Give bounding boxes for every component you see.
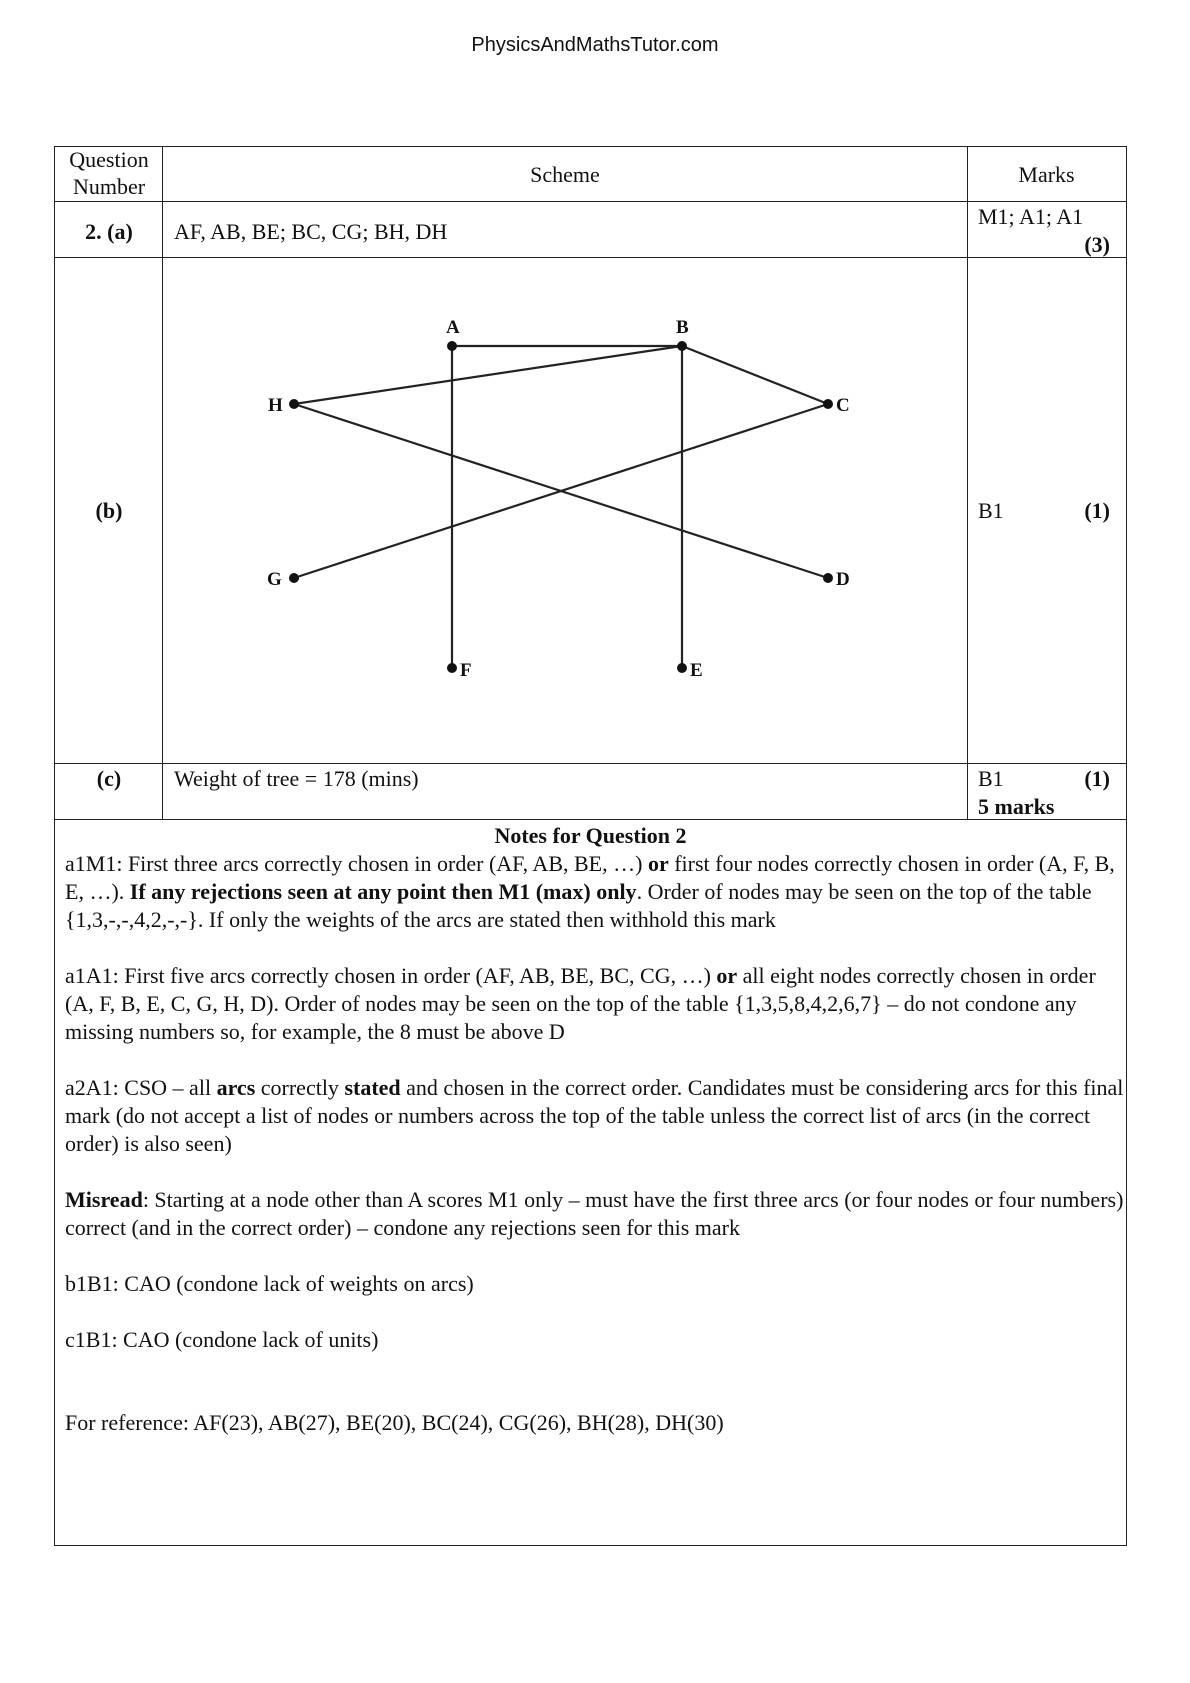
note-reference: For reference: AF(23), AB(27), BE(20), BC(24), CG(26), BH(28), DH(30)	[65, 1410, 724, 1435]
header-scheme: Scheme	[530, 162, 600, 187]
question-total-marks: 5 marks	[978, 794, 1055, 819]
node-c	[823, 399, 833, 409]
part-c-label: (c)	[96, 766, 122, 791]
header-question: Question Number	[69, 147, 149, 199]
edge-BC	[682, 346, 828, 404]
note-c1b1: c1B1: CAO (condone lack of units)	[65, 1327, 379, 1352]
node-h	[289, 399, 299, 409]
note-misread: Misread: Starting at a node other than A scores M1 only – must have the first three arcs (or four nodes or four numbers) correct (and in the correct order) – condone any rejections seen for this mark	[65, 1187, 1124, 1240]
node-e	[677, 663, 687, 673]
part-c-mark: B1	[978, 766, 1004, 791]
node-label-e: E	[690, 660, 703, 681]
note-b1b1: b1B1: CAO (condone lack of weights on arcs)	[65, 1271, 474, 1296]
site-name: PhysicsAndMathsTutor.com	[471, 34, 719, 56]
node-label-c: C	[836, 395, 850, 416]
part-a-answer: AF, AB, BE; BC, CG; BH, DH	[174, 219, 448, 244]
part-b-mark: B1	[978, 498, 1004, 523]
node-label-g: G	[267, 569, 282, 590]
node-label-f: F	[460, 660, 472, 681]
header-marks: Marks	[1018, 162, 1075, 187]
node-f	[447, 663, 457, 673]
part-a-label: 2. (a)	[85, 219, 133, 244]
part-c-total: (1)	[1084, 766, 1110, 791]
part-a-marks: M1; A1; A1	[978, 204, 1084, 229]
part-a-total: (3)	[1084, 232, 1110, 257]
note-a1a1: a1A1: First five arcs correctly chosen in order (AF, AB, BE, BC, CG, …) or all eight nodes correctly chosen in order (A, F, B, E, C, G, H, D). Order of nodes may be seen on the top of the table {1,3,5,8,4,2,6,7} – do not condone any missing numbers so, for example, the 8 must be above D	[65, 963, 1096, 1044]
node-d	[823, 573, 833, 583]
notes-title: Notes for Question 2	[494, 823, 687, 848]
node-label-a: A	[446, 317, 460, 338]
part-b-label: (b)	[95, 498, 123, 523]
edge-BH	[294, 346, 682, 404]
node-b	[677, 341, 687, 351]
node-g	[289, 573, 299, 583]
node-label-b: B	[676, 317, 689, 338]
node-a	[447, 341, 457, 351]
part-c-answer: Weight of tree = 178 (mins)	[174, 766, 419, 791]
part-b-total: (1)	[1084, 498, 1110, 523]
node-label-d: D	[836, 569, 850, 590]
note-a1m1: a1M1: First three arcs correctly chosen in order (AF, AB, BE, …) or first four nodes correctly chosen in order (A, F, B, E, …). If any rejections seen at any point then M1 (max) only. Order of nodes may be seen on the top of the table {1,3,-,-,4,2,-,-}. If only the weights of the arcs are stated then withhold this mark	[65, 851, 1115, 932]
note-a2a1: a2A1: CSO – all arcs correctly stated and chosen in the correct order. Candidates must be considering arcs for this final mark (do not accept a list of nodes or numbers across the top of the table unless the correct list of arcs (in the correct order) is also seen)	[65, 1075, 1124, 1156]
node-label-h: H	[268, 395, 283, 416]
